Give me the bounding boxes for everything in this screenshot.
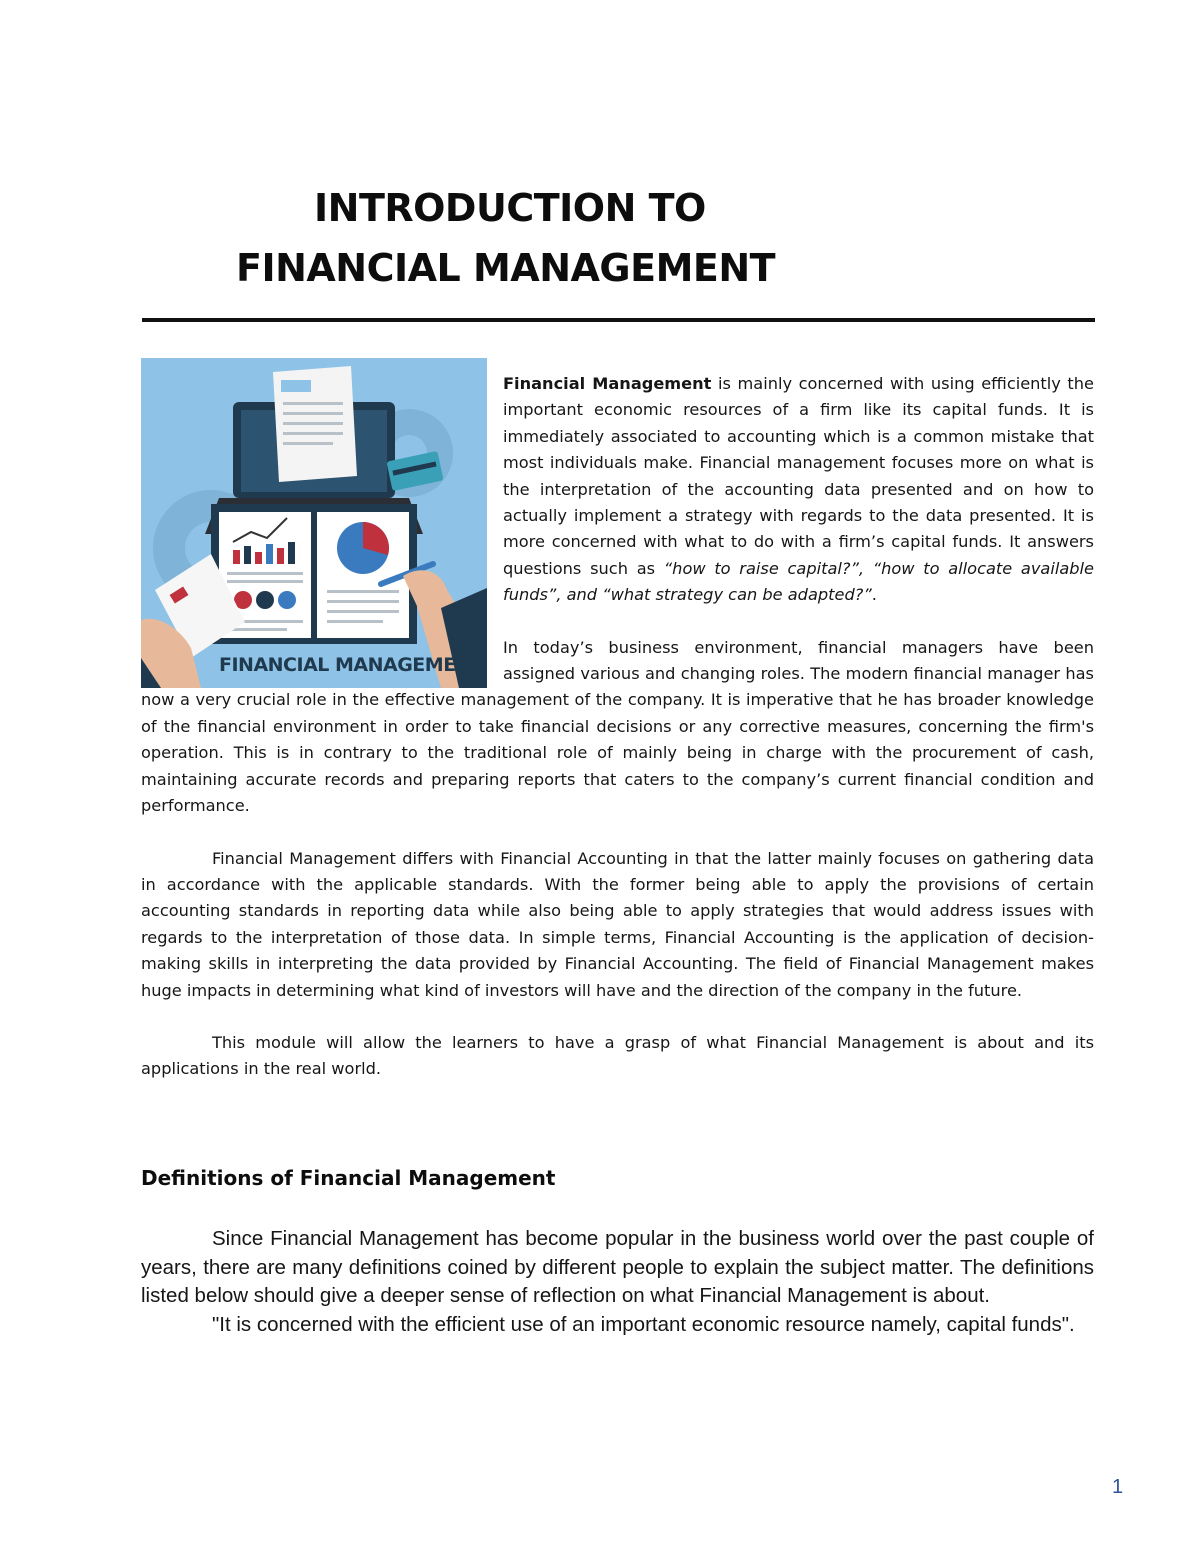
figure-caption: FINANCIAL MANAGEMENT — [219, 654, 484, 676]
title-line-1: INTRODUCTION TO — [314, 186, 706, 230]
definitions-paragraph-1: Since Financial Management has become popular in the business world over the past couple of years, there are many definitions coined by different people to explain the subject matter. The definitions listed below should give a deeper sense of reflection on what Financial Management is about. — [141, 1227, 1094, 1308]
intro-term-bold: Financial Management — [503, 374, 712, 393]
definitions-heading: Definitions of Financial Management — [141, 1166, 556, 1190]
page-number: 1 — [1112, 1476, 1124, 1498]
intro-paragraph-2: In today’s business environment, financial managers have been assigned various and changing roles. The modern financial manager has now a very crucial role in the effective management of the company. It is imperative that he has broader knowledge of the financial environment in order to take financial decisions or any corrective measures, concerning the firm's operation. This is in contrary to the traditional role of mainly being in charge with the procurement of cash, maintaining accurate records and preparing reports that caters to the company’s current financial condition and performance. — [141, 637, 1094, 816]
intro-questions-italic: “how to raise capital?”, “how to allocate available funds”, and “what strategy can be adapted?” — [503, 558, 1094, 605]
title-divider — [142, 318, 1095, 322]
definitions-quote: "It is concerned with the efficient use of an important economic resource namely, capital funds". — [212, 1312, 1075, 1336]
page-title — [140, 178, 900, 298]
intro-paragraph-3: Financial Management differs with Financial Accounting in that the latter mainly focuses on gathering data in accordance with the applicable standards. With the former being able to apply the provisions of certain accounting standards in reporting data while also being able to apply strategies that would address issues with regards to the interpretation of those data. In simple terms, Financial Accounting is the application of decision-making skills in interpreting the data provided by Financial Accounting. The field of Financial Management makes huge impacts in determining what kind of investors will have and the direction of the company in the future. — [141, 848, 1094, 1000]
definitions-body — [141, 1225, 1094, 1339]
intro-paragraph-1: Financial Management is mainly concerned with using efficiently the important economic resources of a firm like its capital funds. It is immediately associated to accounting which is a common mistake that most individuals make. Financial management focuses more on what is the interpretation of the accounting data presented and on how to actually implement a strategy with regards to the data presented. It is more concerned with what to do with a firm’s capital funds. It answers questions such as “how to raise capital?”, “how to allocate available funds”, and “what strategy can be adapted?”. — [503, 374, 1094, 605]
intro-paragraph-4: This module will allow the learners to have a grasp of what Financial Management is about and its applications in the real world. — [141, 1032, 1094, 1079]
introduction-body — [141, 371, 1094, 1083]
title-line-2: FINANCIAL MANAGEMENT — [236, 246, 776, 290]
